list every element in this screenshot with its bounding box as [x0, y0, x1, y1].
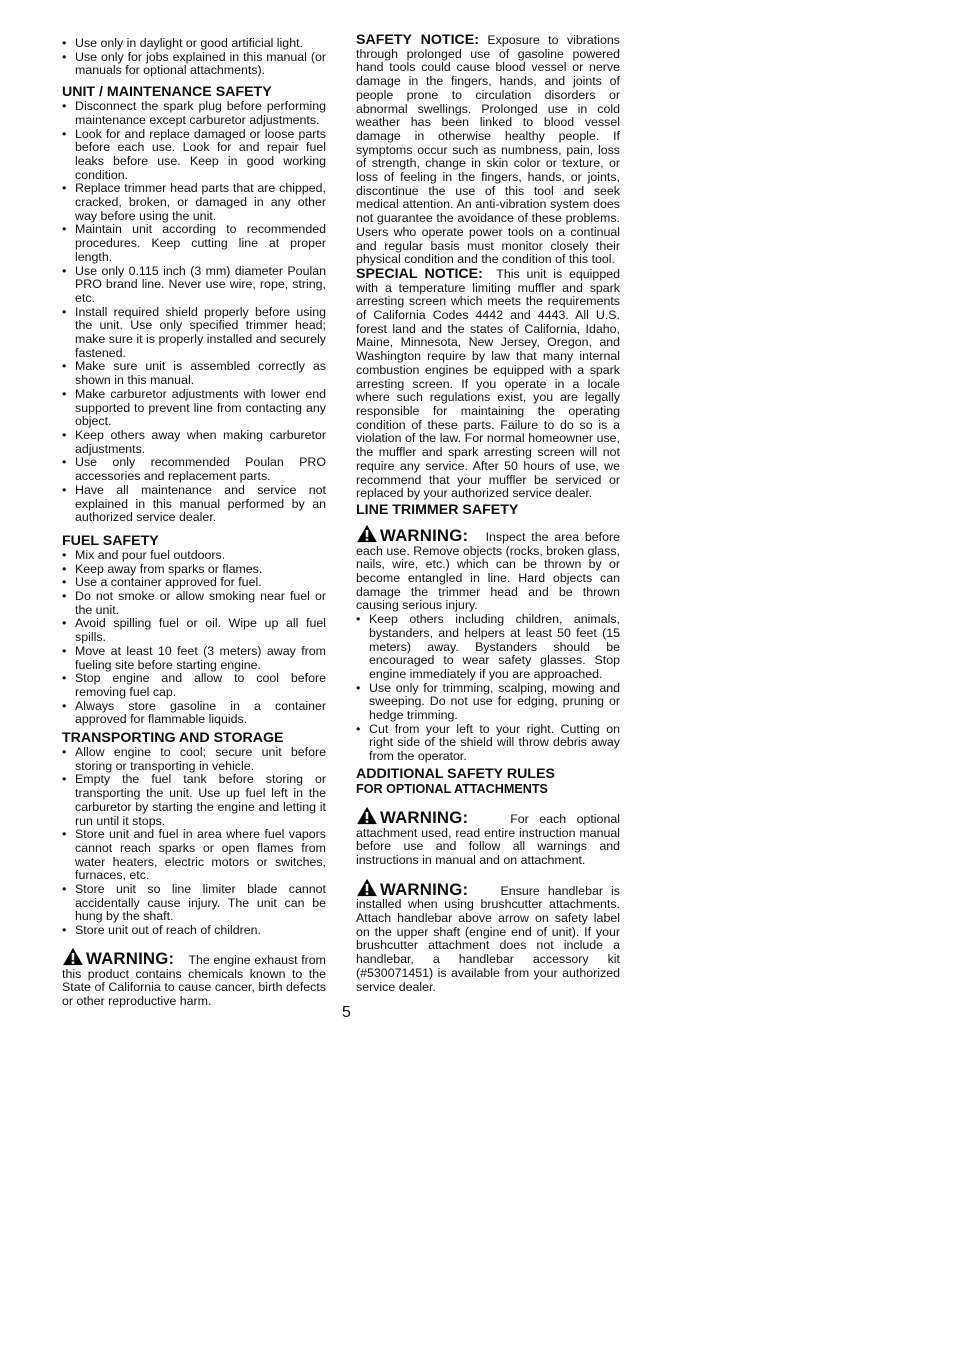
line-trimmer-warning	[356, 524, 620, 613]
transporting-storage-heading: TRANSPORTING AND STORAGE	[62, 730, 284, 747]
page-number: 5	[342, 1004, 351, 1021]
handlebar-warning	[356, 878, 620, 995]
list-item: • Use a container approved for fuel.	[62, 576, 326, 590]
warning-text: Ensure handlebar is installed when using brushcutter attachments. Attach handlebar above arrow on safety label on the upper shaft (engine end of unit). If your brushcutter attachment does not include a handlebar, a handlebar accessory kit (#530071451) is available from your authorized service dealer.	[356, 883, 620, 994]
list-item: • Use only 0.115 inch (3 mm) diameter Poulan PRO brand line. Never use wire, rope, string, etc.	[62, 265, 326, 306]
list-item: • Move at least 10 feet (3 meters) away from fueling site before starting engine.	[62, 645, 326, 672]
list-item: • Allow engine to cool; secure unit before storing or transporting in vehicle.	[62, 746, 326, 773]
list-item: • Make sure unit is assembled correctly as shown in this manual.	[62, 360, 326, 387]
warning-icon	[62, 947, 84, 966]
warning-label: WARNING:	[380, 525, 469, 545]
safety-notice-text: Exposure to vibrations through prolonged use of gasoline powered hand tools could cause blood vessel or nerve damage in the fingers, hands, and joints of people prone to circulation disorders or abnormal swellings. Prolonged use in cold weather has been linked to blood vessel damage in otherwise healthy people. If symptoms occur such as numbness, pain, loss of strength, change in skin color or texture, or loss of feeling in the fingers, hands, or joints, discontinue the use of this tool and seek medical attention. An anti-vibration system does not guarantee the avoidance of these problems. Users who operate power tools on a continual and regular basis must monitor closely their physical condition and the condition of this tool.	[356, 33, 620, 267]
special-notice	[356, 265, 620, 501]
list-item: • Store unit so line limiter blade cannot accidentally cause injury. The unit can be hung by the shaft.	[62, 883, 326, 924]
list-item: • Mix and pour fuel outdoors.	[62, 549, 326, 563]
left-column	[62, 34, 326, 1009]
list-item: • Keep away from sparks or flames.	[62, 563, 326, 577]
list-item: • Avoid spilling fuel or oil. Wipe up all fuel spills.	[62, 617, 326, 644]
fuel-safety-list	[62, 549, 326, 727]
attachment-warning	[356, 806, 620, 868]
additional-safety-subheading: FOR OPTIONAL ATTACHMENTS	[356, 781, 548, 796]
warning-text: Inspect the area before each use. Remove objects (rocks, broken glass, nails, wire, etc.) which can be thrown by or become entangled in line. Hard objects can damage the trimmer head and be thrown causing serious injury.	[356, 529, 620, 613]
list-item: • Use only in daylight or good artificial light.	[62, 37, 326, 51]
special-notice-text: This unit is equipped with a temperature limiting muffler and spark arresting screen which meets the requirements of California Codes 4442 and 4443. All U.S. forest land and the states of California, Idaho, Maine, Minnesota, New Jersey, Oregon, and Washington require by law that many internal combustion engines be equipped with a spark arresting screen. If you operate in a locale where such regulations exist, you are legally responsible for maintaining the operating condition of these parts. Failure to do so is a violation of the law. For normal homeowner use, the muffler and spark arresting screen will not require any service. After 50 hours of use, we recommend that your muffler be serviced or replaced by your authorized service dealer.	[356, 266, 620, 501]
line-trimmer-list	[356, 613, 620, 764]
warning-icon	[356, 806, 378, 825]
unit-maintenance-list	[62, 100, 326, 525]
list-item: • Look for and replace damaged or loose parts before each use. Look for and repair fuel leaks before use. Keep in good working condition.	[62, 128, 326, 183]
list-item: • Maintain unit according to recommended procedures. Keep cutting line at proper length.	[62, 223, 326, 264]
list-item: • Keep others including children, animals, bystanders, and helpers at least 50 feet (15 meters) away. Bystanders should be encouraged to wear safety glasses. Stop engine immediately if you are approached.	[356, 613, 620, 682]
list-item: • Have all maintenance and service not explained in this manual performed by an authorized service dealer.	[62, 484, 326, 525]
right-column	[356, 34, 620, 994]
warning-icon	[356, 878, 378, 897]
warning-label: WARNING:	[380, 807, 469, 827]
safety-notice	[356, 34, 620, 267]
unit-maintenance-heading: UNIT / MAINTENANCE SAFETY	[62, 84, 272, 101]
list-item: • Cut from your left to your right. Cutting on right side of the shield will throw debris away from the operator.	[356, 723, 620, 764]
warning-label: WARNING:	[86, 948, 175, 968]
list-item: • Use only for trimming, scalping, mowing and sweeping. Do not use for edging, pruning or hedge trimming.	[356, 682, 620, 723]
fuel-safety-heading: FUEL SAFETY	[62, 532, 159, 549]
warning-label: WARNING:	[380, 879, 469, 899]
list-item: • Keep others away when making carburetor adjustments.	[62, 429, 326, 456]
warning-text: For each optional attachment used, read entire instruction manual before use and follow all warnings and instructions in manual and on attachment.	[356, 811, 620, 867]
safety-notice-label: SAFETY NOTICE:	[356, 32, 479, 48]
list-item: • Disconnect the spark plug before performing maintenance except carburetor adjustments.	[62, 100, 326, 127]
additional-safety-heading: ADDITIONAL SAFETY RULES	[356, 765, 555, 782]
list-item: • Stop engine and allow to cool before removing fuel cap.	[62, 672, 326, 699]
intro-list	[62, 37, 326, 78]
warning-icon	[356, 524, 378, 543]
list-item: • Use only recommended Poulan PRO accessories and replacement parts.	[62, 456, 326, 483]
list-item: • Store unit out of reach of children.	[62, 924, 326, 938]
warning-text: The engine exhaust from this product contains chemicals known to the State of California to cause cancer, birth defects or other reproductive harm.	[62, 952, 326, 1008]
list-item: • Always store gasoline in a container approved for flammable liquids.	[62, 700, 326, 727]
list-item: • Install required shield properly before using the unit. Use only specified trimmer head; make sure it is properly installed and securely fastened.	[62, 306, 326, 361]
list-item: • Empty the fuel tank before storing or transporting the unit. Use up fuel left in the carburetor by starting the engine and letting it run until it stops.	[62, 773, 326, 828]
line-trimmer-safety-heading: LINE TRIMMER SAFETY	[356, 501, 519, 518]
special-notice-label: SPECIAL NOTICE:	[356, 265, 483, 282]
list-item: • Use only for jobs explained in this manual (or manuals for optional attachments).	[62, 51, 326, 78]
transporting-storage-list	[62, 746, 326, 938]
exhaust-warning	[62, 947, 326, 1009]
list-item: • Replace trimmer head parts that are chipped, cracked, broken, or damaged in any other way before using the unit.	[62, 182, 326, 223]
list-item: • Make carburetor adjustments with lower end supported to prevent line from contacting any object.	[62, 388, 326, 429]
list-item: • Do not smoke or allow smoking near fuel or the unit.	[62, 590, 326, 617]
list-item: • Store unit and fuel in area where fuel vapors cannot reach sparks or open flames from water heaters, electric motors or switches, furnaces, etc.	[62, 828, 326, 883]
